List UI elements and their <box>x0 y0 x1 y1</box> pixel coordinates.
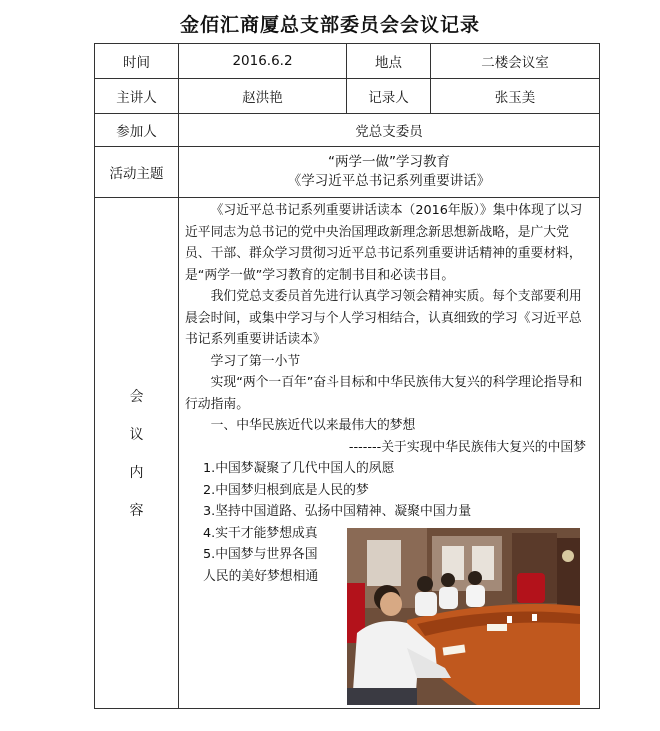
row-time-place <box>95 44 600 79</box>
content-body <box>179 198 600 709</box>
list-and-photo <box>185 458 594 648</box>
list-item: 3.坚持中国道路、弘扬中国精神、凝聚中国力量 <box>203 504 472 519</box>
content-label-char: 内 <box>129 465 144 481</box>
list-item-continued: 人民的美好梦想相通 <box>203 568 319 584</box>
attendees-label: 参加人 <box>95 114 179 147</box>
meeting-record-table <box>94 43 600 709</box>
theme-value <box>179 147 600 198</box>
theme-line-1: “两学一做”学习教育 <box>328 154 450 170</box>
attendees-value: 党总支委员 <box>179 114 600 147</box>
paragraph-3: 学习了第一小节 <box>210 353 301 369</box>
time-value: 2016.6.2 <box>179 44 347 79</box>
meeting-photo <box>347 528 580 705</box>
page-title: 金佰汇商厦总支部委员会会议记录 <box>179 14 480 36</box>
list-item: 2.中国梦归根到底是人民的梦 <box>203 482 369 498</box>
list-item: 5.中国梦与世界各国 <box>203 547 318 562</box>
content-label-char: 议 <box>129 427 144 443</box>
speaker-label: 主讲人 <box>95 79 179 114</box>
speaker-value: 赵洪艳 <box>179 79 347 114</box>
theme-label: 活动主题 <box>95 147 179 198</box>
list-item: 4.实干才能梦想成真 <box>203 525 318 541</box>
paragraph-4: 实现“两个一百年”奋斗目标和中华民族伟大复兴的科学理论指导和行动指南。 <box>185 375 583 412</box>
row-content <box>95 198 600 709</box>
place-label: 地点 <box>347 44 431 79</box>
time-label: 时间 <box>95 44 179 79</box>
place-value: 二楼会议室 <box>431 44 600 79</box>
theme-line-2: 《学习近平总书记系列重要讲话》 <box>287 173 491 189</box>
recorder-label: 记录人 <box>347 79 431 114</box>
row-theme <box>95 147 600 198</box>
content-label <box>95 198 179 709</box>
recorder-value: 张玉美 <box>431 79 600 114</box>
section-subheading: -------关于实现中华民族伟大复兴的中国梦 <box>348 439 586 455</box>
list-item: 1.中国梦凝聚了几代中国人的夙愿 <box>203 461 395 476</box>
paragraph-1: 《习近平总书记系列重要讲话读本（2016年版）》集中体现了以习近平同志为总书记的党中央治国理政新理念新思想新战略，是广大党员、干部、群众学习贯彻习近平总书记系列重要讲话精神的重要材料，是“两学一做”学习教育的定制书目和必读书目。 <box>185 203 583 283</box>
section-heading: 一、中华民族近代以来最伟大的梦想 <box>210 418 416 433</box>
row-speaker-recorder <box>95 79 600 114</box>
content-label-char: 容 <box>129 503 144 519</box>
paragraph-2: 我们党总支委员首先进行认真学习领会精神实质。每个支部要利用晨会时间，或集中学习与个人学习相结合，认真细致的学习《习近平总书记系列重要讲话读本》 <box>185 289 582 347</box>
content-label-char: 会 <box>129 389 144 405</box>
row-attendees <box>95 114 600 147</box>
